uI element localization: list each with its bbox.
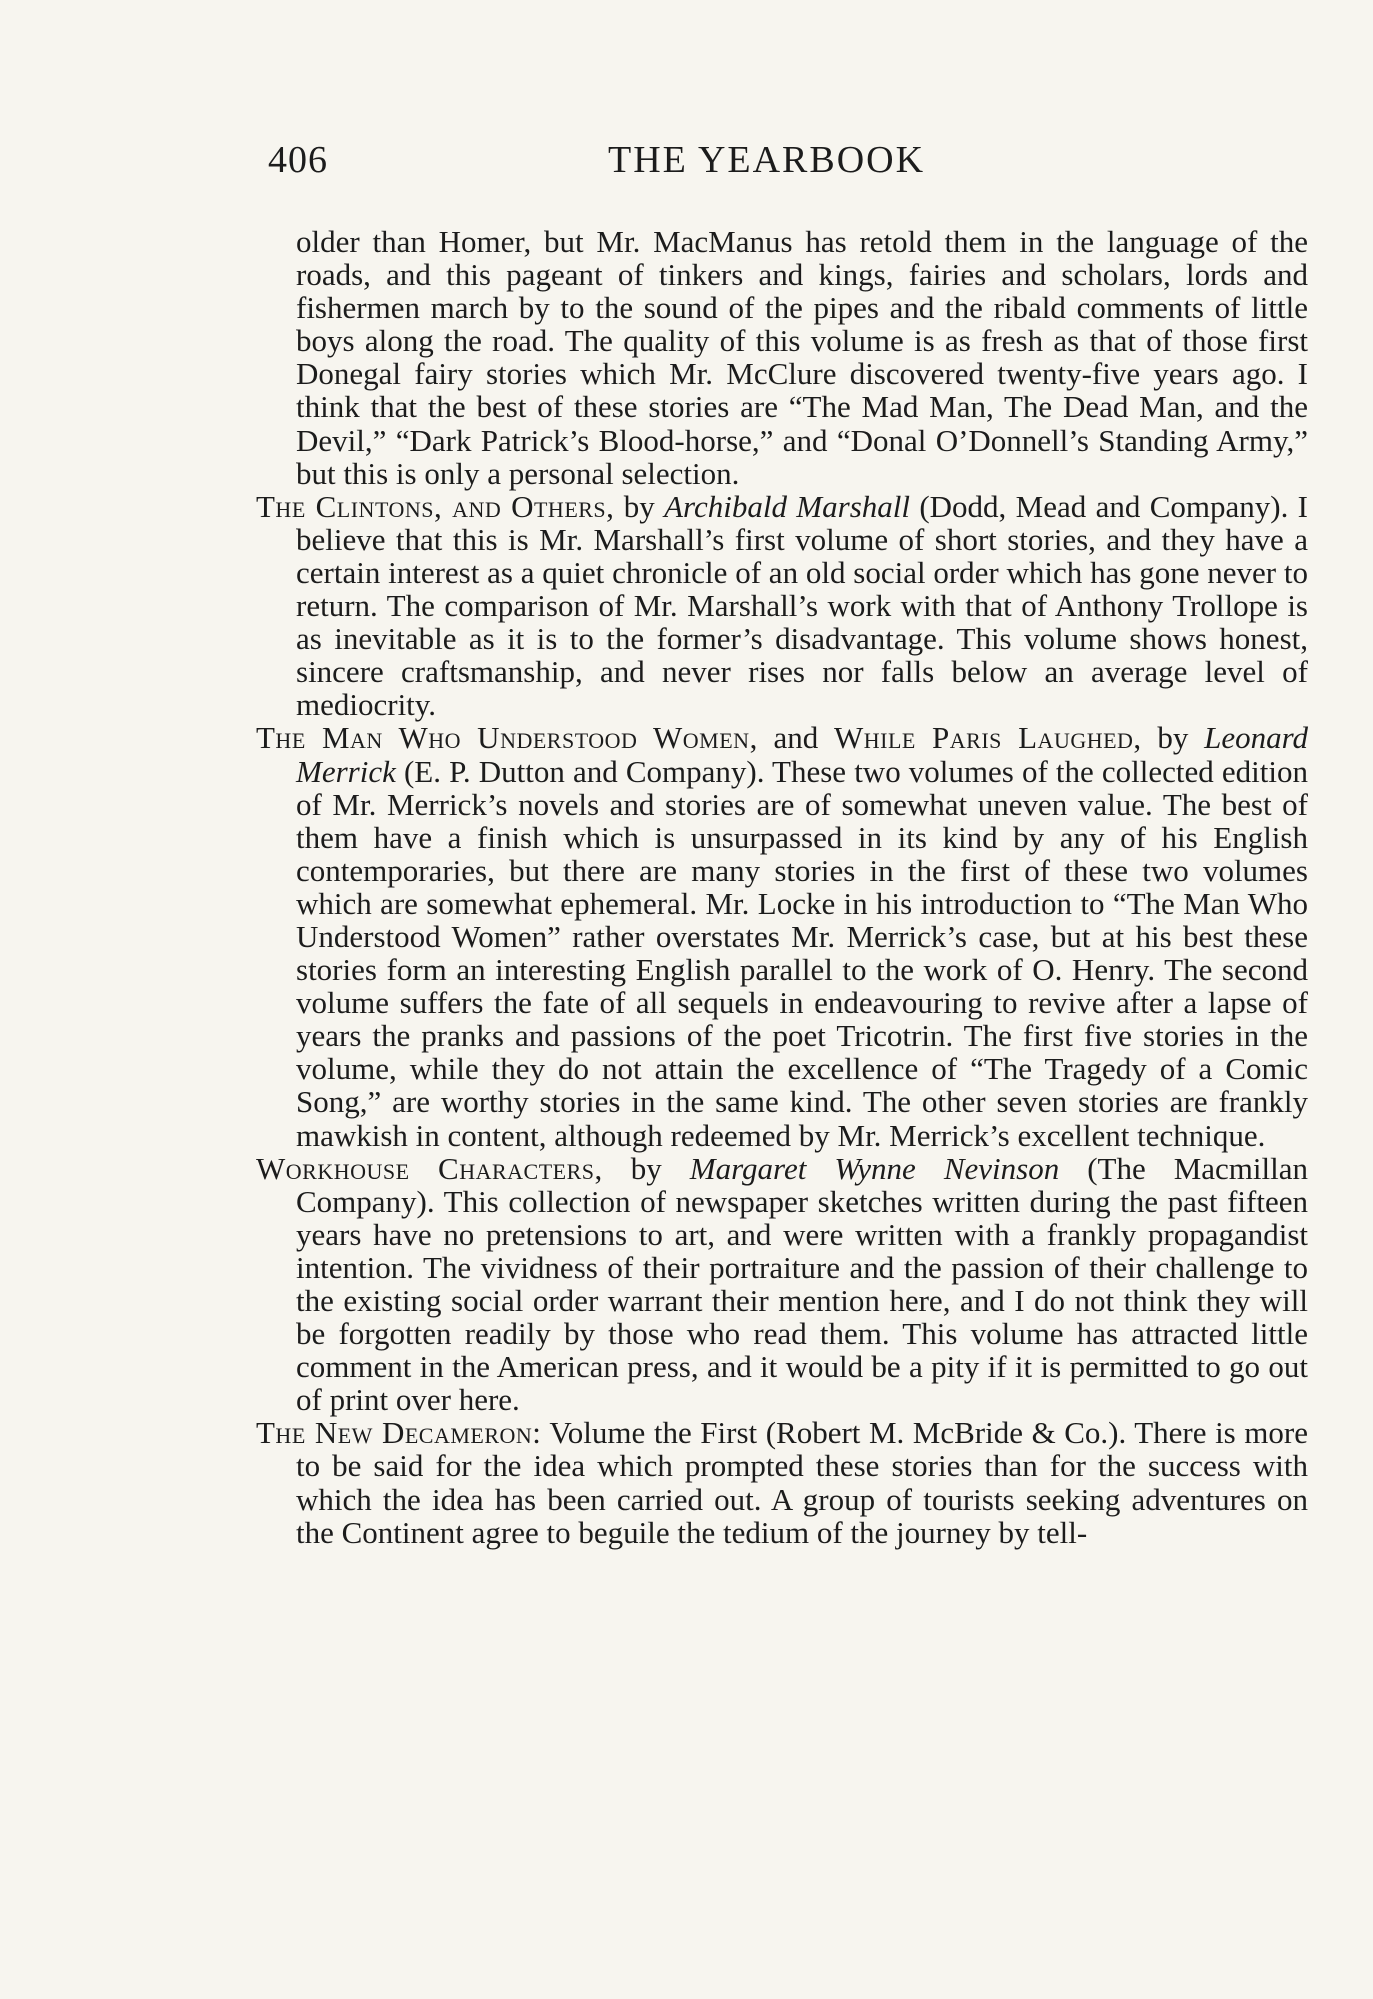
by-word: by <box>1141 720 1205 756</box>
review-text: (The Macmillan Company). This collection of newspaper sketches written during the past fifteen years have no pretensions to art, and were written with a frankly propagandist intention. The vividness of their portraiture and the passion of their challenge to the existing social order warrant their mention here, and I do not think they will be forgotten readily by those who read them. This volume has attracted little comment in the American press, and it would be a pity if it is permitted to go out of print over here. <box>296 1150 1309 1418</box>
by-word: by <box>602 1150 690 1186</box>
author-name: Leonard Merrick <box>296 720 1309 789</box>
page-header <box>268 138 1118 188</box>
by-word: by <box>614 488 665 524</box>
continuation-paragraph: older than Homer, but Mr. MacManus has retold them in the language of the roads, and this pageant of tinkers and kings, fairies and scholars, lords and fishermen march by to the sound of the pipes and the ribald comments of little boys along the road. The quality of this volume is as fresh as that of those first Donegal fairy stories which Mr. McClure discovered twenty-five years ago. I think that the best of these stories are “The Mad Man, The Dead Man, and the Devil,” “Dark Patrick’s Blood-horse,” and “Donal O’Donnell’s Standing Army,” but this is only a personal selection. <box>296 224 1308 491</box>
running-title: THE YEARBOOK <box>608 139 926 181</box>
book-title: The Clintons, and Others, <box>256 488 615 524</box>
review-entry-merrick <box>256 721 1308 1151</box>
page-number: 406 <box>268 139 328 181</box>
review-entry-decameron <box>256 1416 1308 1548</box>
book-title: The Man Who Understood Women, <box>256 720 758 756</box>
title-join: and <box>757 720 834 756</box>
book-title-second: While Paris Laughed, <box>834 720 1142 756</box>
author-name: Margaret Wynne Nevinson <box>689 1150 1060 1186</box>
book-title: The New Decameron: <box>256 1415 542 1451</box>
review-text: Volume the First (Robert M. McBride & Co.). There is more to be said for the idea which prompted these stories than for the success with which the idea has been carried out. A group of tourists seeking adventures on the Continent agree to beguile the tedium of the journey by tell- <box>296 1415 1308 1550</box>
review-entry-workhouse <box>256 1152 1308 1417</box>
review-text: (E. P. Dutton and Company). These two volumes of the collected edition of Mr. Merrick’s novels and stories are of somewhat uneven value. The best of them have a finish which is unsurpassed in its kind by any of his English contemporaries, but there are many stories in the first of these two volumes which are somewhat ephemeral. Mr. Locke in his introduction to “The Man Who Understood Women” rather overstates Mr. Merrick’s case, but at his best these stories form an interesting English parallel to the work of O. Henry. The second volume suffers the fate of all sequels in endeavouring to revive after a lapse of years the pranks and passions of the poet Tricotrin. The first five stories in the volume, while they do not attain the excellence of “The Tragedy of a Comic Song,” are worthy stories in the same kind. The other seven stories are frankly mawkish in content, although redeemed by Mr. Merrick’s excellent technique. <box>296 753 1308 1153</box>
review-entry-clintons <box>256 490 1308 722</box>
author-name: Archibald Marshall <box>664 488 910 524</box>
page-body <box>256 225 1308 1549</box>
review-text: (Dodd, Mead and Company). I believe that this is Mr. Marshall’s first volume of short stories, and they have a certain interest as a quiet chronicle of an old social order which has gone never to return. The comparison of Mr. Marshall’s work with that of Anthony Trollope is as inevitable as it is to the former’s disadvantage. This volume shows honest, sincere craftsmanship, and never rises nor falls below an average level of mediocrity. <box>296 488 1309 723</box>
book-title: Workhouse Characters, <box>256 1150 603 1186</box>
